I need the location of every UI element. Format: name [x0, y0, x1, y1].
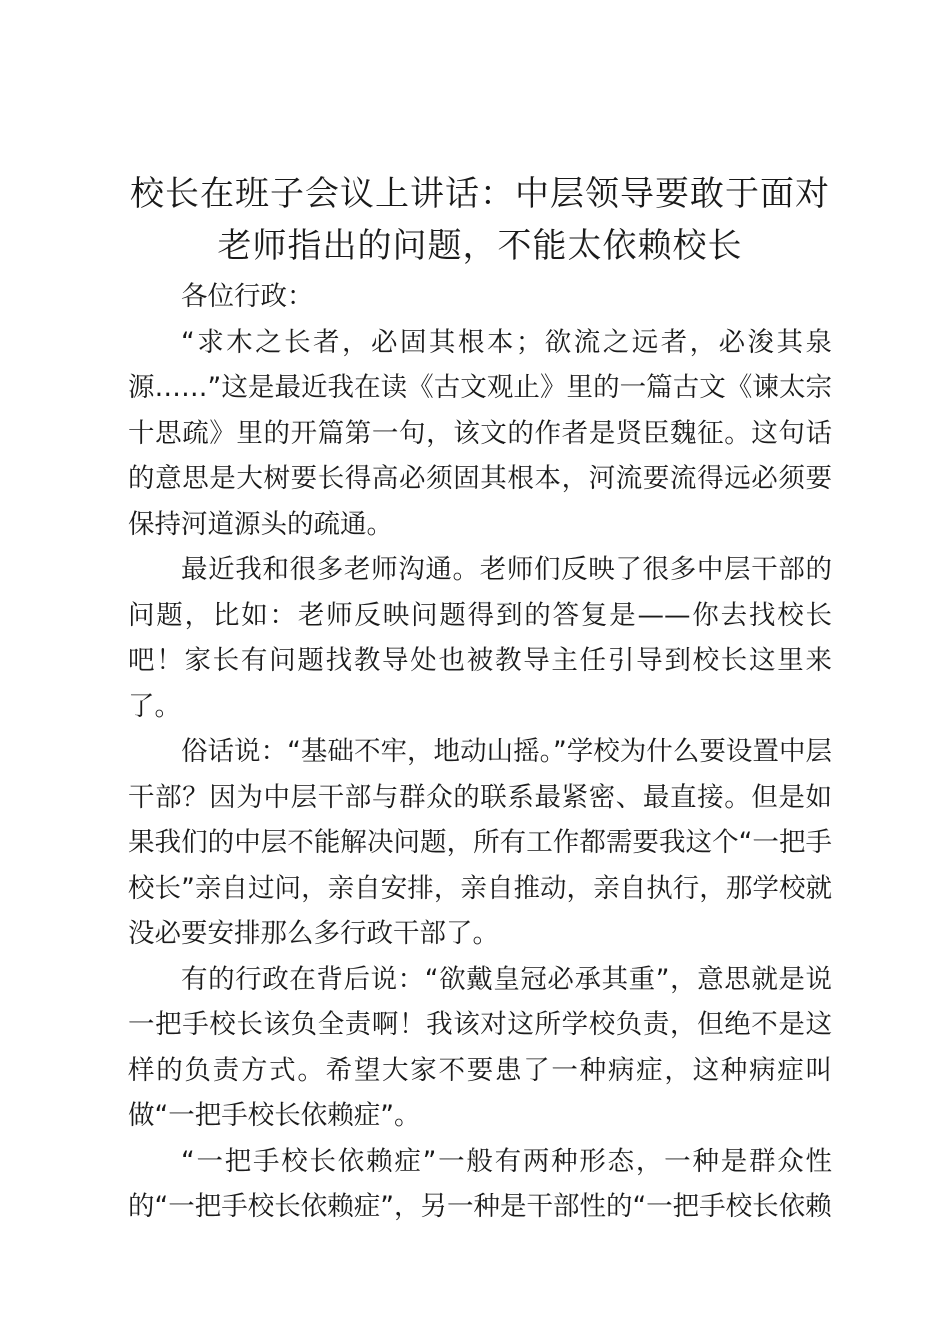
paragraph-2: 最近我和很多老师沟通。老师们反映了很多中层干部的问题，比如：老师反映问题得到的答复是——你去找校长吧！家长有问题找教导处也被教导主任引导到校长这里来了。: [128, 554, 832, 722]
paragraph-4: 有的行政在背后说：“欲戴皇冠必承其重”，意思就是说一把手校长该负全责啊！我该对这所学校负责，但绝不是这样的负责方式。希望大家不要患了一种病症，这种病症叫做“一把手校长依赖症”。: [128, 963, 832, 1131]
document-title: 校长在班子会议上讲话：中层领导要敢于面对老师指出的问题，不能太依赖校长: [130, 174, 830, 266]
document-body: [128, 274, 832, 1230]
paragraph-3: 俗话说：“基础不牢，地动山摇。”学校为什么要设置中层干部？因为中层干部与群众的联系最紧密、最直接。但是如果我们的中层不能解决问题，所有工作都需要我这个“一把手校长”亲自过问，亲自安排，亲自推动，亲自执行，那学校就没必要安排那么多行政干部了。: [128, 736, 832, 949]
salutation: 各位行政：: [181, 281, 314, 312]
paragraph-5: “一把手校长依赖症”一般有两种形态，一种是群众性的“一把手校长依赖症”，另一种是干部性的“一把手校长依赖: [128, 1145, 832, 1222]
paragraph-1: “求木之长者，必固其根本；欲流之远者，必浚其泉源……”这是最近我在读《古文观止》里的一篇古文《谏太宗十思疏》里的开篇第一句，该文的作者是贤臣魏征。这句话的意思是大树要长得高必须固其根本，河流要流得远必须要保持河道源头的疏通。: [128, 326, 832, 540]
